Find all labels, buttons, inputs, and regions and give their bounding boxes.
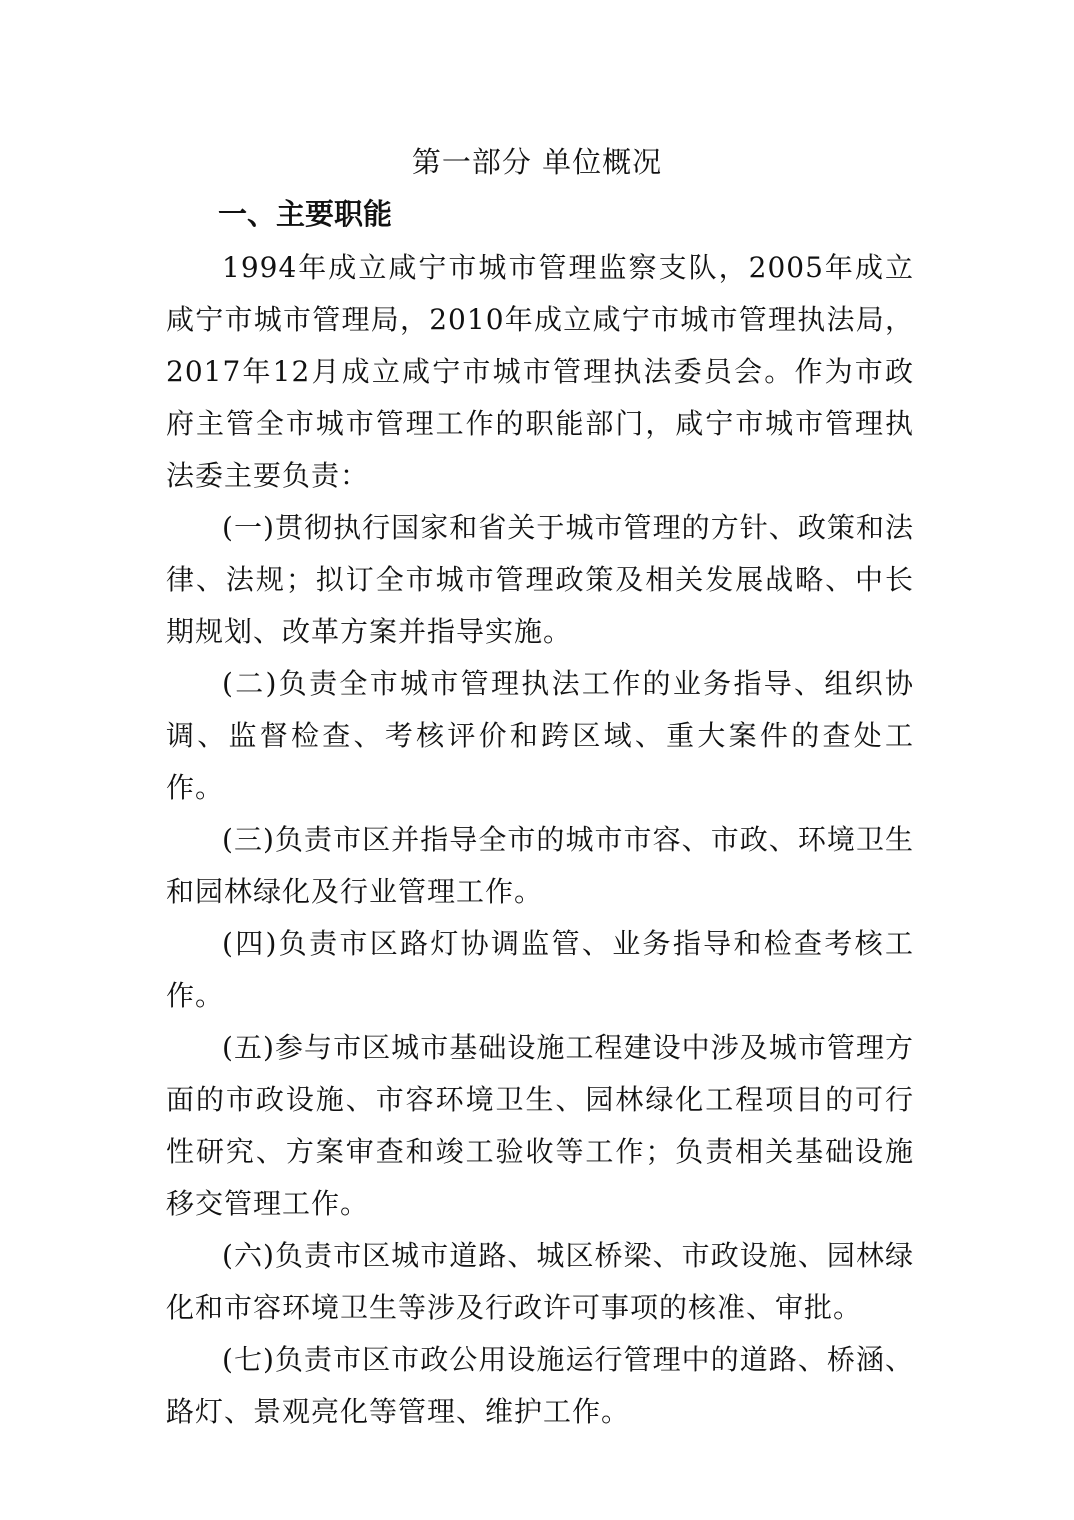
paragraph-item-4: (四)负责市区路灯协调监管、业务指导和检查考核工作。 <box>166 927 914 1012</box>
section-heading: 一、主要职能 <box>218 197 393 231</box>
paragraph-item-5: (五)参与市区城市基础设施工程建设中涉及城市管理方面的市政设施、市容环境卫生、园林绿化工程项目的可行性研究、方案审查和竣工验收等工作；负责相关基础设施移交管理工作。 <box>166 1031 914 1220</box>
paragraph-intro: 1994年成立咸宁市城市管理监察支队，2005年成立咸宁市城市管理局，2010年成立咸宁市城市管理执法局，2017年12月成立咸宁市城市管理执法委员会。作为市政府主管全市城市管理工作的职能部门，咸宁市城市管理执法委主要负责： <box>166 251 914 492</box>
paragraph-item-6: (六)负责市区城市道路、城区桥梁、市政设施、园林绿化和市容环境卫生等涉及行政许可事项的核准、审批。 <box>166 1239 914 1324</box>
page-title: 第一部分 单位概况 <box>411 145 663 179</box>
body-text <box>166 242 914 1438</box>
paragraph-item-3: (三)负责市区并指导全市的城市市容、市政、环境卫生和园林绿化及行业管理工作。 <box>166 823 914 908</box>
paragraph-item-1: (一)贯彻执行国家和省关于城市管理的方针、政策和法律、法规；拟订全市城市管理政策及相关发展战略、中长期规划、改革方案并指导实施。 <box>166 511 914 648</box>
paragraph-item-2: (二)负责全市城市管理执法工作的业务指导、组织协调、监督检查、考核评价和跨区域、重大案件的查处工作。 <box>166 667 914 804</box>
paragraph-item-7: (七)负责市区市政公用设施运行管理中的道路、桥涵、路灯、景观亮化等管理、维护工作。 <box>166 1343 914 1428</box>
